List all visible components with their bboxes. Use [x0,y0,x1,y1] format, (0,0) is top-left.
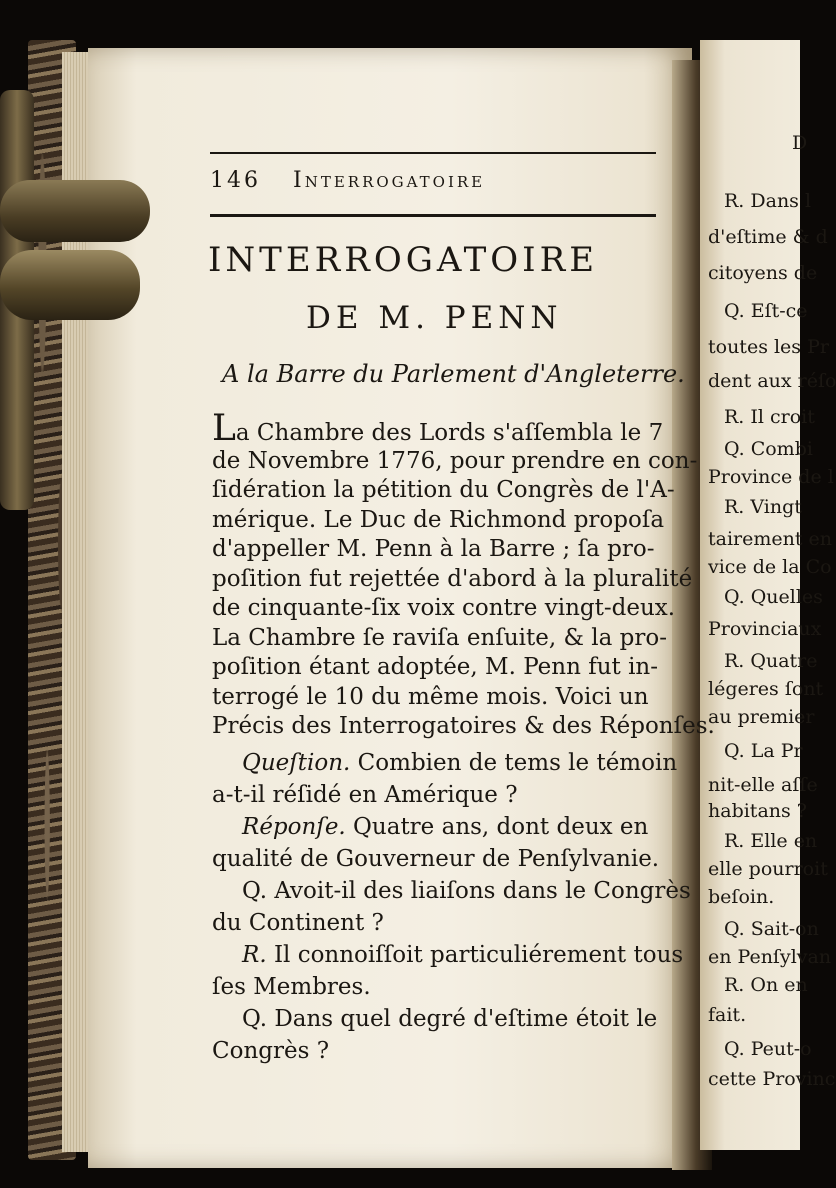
facing-page-line: fait. [708,1004,747,1026]
paragraph-line [212,625,667,651]
paragraph-line [212,536,654,562]
facing-page-line: vice de la Co [708,556,832,578]
paragraph-text: ſidération la pétition du Congrès de l'A- [212,477,675,503]
facing-page-line: R. Dans l [724,190,812,212]
facing-page-line: D [792,132,808,154]
facing-page-line: au premier [708,706,815,728]
dialogue-line [212,782,518,808]
facing-page-line: R. Vingt [724,496,802,518]
facing-page-line: légeres ſont [708,678,824,700]
top-rule [210,152,656,154]
paragraph-text: de Novembre 1776, pour prendre en con- [212,447,698,474]
facing-page-line: elle pourroit [708,858,828,880]
dialogue-text: ſes Membres. [212,974,371,1000]
place-line: A la Barre du Parlement d'Angleterre. [222,360,685,388]
facing-page-line: Q. Quelles [724,586,823,608]
paragraph-text: terrogé le 10 du même mois. Voici un [212,683,649,710]
facing-page-line: beſoin. [708,886,775,908]
speaker-label: Queſtion. [242,750,351,776]
speaker-label: R. [242,942,267,968]
dialogue-line [212,846,659,872]
page-number: 146 [210,168,261,193]
running-title: Interrogatoire [293,168,486,193]
dialogue-line [242,814,648,840]
dialogue-line [212,1038,329,1064]
facing-page-line: Q. Peut-o [724,1038,812,1060]
facing-page-line: citoyens de [708,262,818,284]
facing-page-line: dent aux réſo [708,370,836,392]
dialogue-text: Combien de tems le témoin [350,750,678,776]
dialogue-text: Q. Avoit-il des liaiſons dans le Congrès [242,878,691,904]
facing-page-line: habitans ? [708,800,807,822]
facing-page-line: R. Quatre [724,650,818,672]
paragraph-text: poſition étant adoptée, M. Penn fut in- [212,654,659,680]
paragraph-line [212,408,663,449]
main-title: INTERROGATOIRE [208,240,599,280]
facing-page-line: toutes les Pr [708,336,829,358]
dialogue-text: Congrès ? [212,1038,330,1064]
paragraph-text: d'appeller M. Penn à la Barre ; ſa pro- [212,536,655,562]
dialogue-text: Quatre ans, dont deux en [345,814,649,840]
paragraph-line [212,595,675,621]
facing-page-line: cette Provinc [708,1068,836,1090]
initial-letter: L [212,408,236,449]
paragraph-line [212,448,697,474]
paragraph-line [212,477,675,503]
paragraph-text: poſition fut rejettée d'abord à la pluralité [212,565,693,592]
facing-page-line: nit-elle aſſe [708,774,818,796]
facing-page-line: Q. Combi [724,438,813,460]
facing-page-line: R. Il croit [724,406,815,428]
dialogue-line [242,942,683,968]
facing-page-line: R. Elle en [724,830,818,852]
dialogue-text: qualité de Gouverneur de Penſylvanie. [212,846,660,872]
dialogue-text: a-t-il réſidé en Amérique ? [212,782,518,808]
dialogue-line [242,750,677,776]
paragraph-text: de cinquante-ſix voix contre vingt-deux. [212,595,676,621]
dialogue-line [242,1006,657,1032]
header-rule [210,214,656,217]
paragraph-line [212,507,664,533]
paragraph-line [212,654,658,680]
subtitle: DE M. PENN [306,300,563,336]
facing-page-line: Q. La Pr [724,740,803,762]
running-head [210,168,485,193]
paragraph-text: La Chambre ſe raviſa enſuite, & la pro- [212,624,667,651]
paragraph-line [212,566,692,592]
dialogue-line [212,974,371,1000]
dialogue-text: Il connoiſſoit particuliérement tous [266,942,684,968]
book-clamp [0,170,160,340]
dialogue-line [212,910,384,936]
paragraph-text: Précis des Interrogatoires & des Réponſes. [212,713,715,739]
paragraph-line [212,713,715,739]
right-page [700,40,836,1150]
dialogue-line [242,878,691,904]
facing-page-line: Provinciaux [708,618,822,640]
paragraph-line [212,684,649,710]
facing-page-line: Province de l [708,466,834,488]
facing-page-line: d'eſtime & d [708,226,828,248]
facing-page-line: tairement en [708,528,833,550]
facing-page-line: R. On en [724,974,808,996]
facing-page-line: en Penſylvan [708,946,832,968]
dialogue-text: Q. Dans quel degré d'eſtime étoit le [242,1006,658,1032]
paragraph-text: a Chambre des Lords s'aſſembla le 7 [235,420,664,446]
dialogue-text: du Continent ? [212,910,384,936]
paragraph-text: mérique. Le Duc de Richmond propoſa [212,506,665,533]
speaker-label: Réponſe. [242,814,346,840]
facing-page-line: Q. Sait-on [724,918,819,940]
facing-page-line: Q. Eſt-ce [724,300,808,322]
